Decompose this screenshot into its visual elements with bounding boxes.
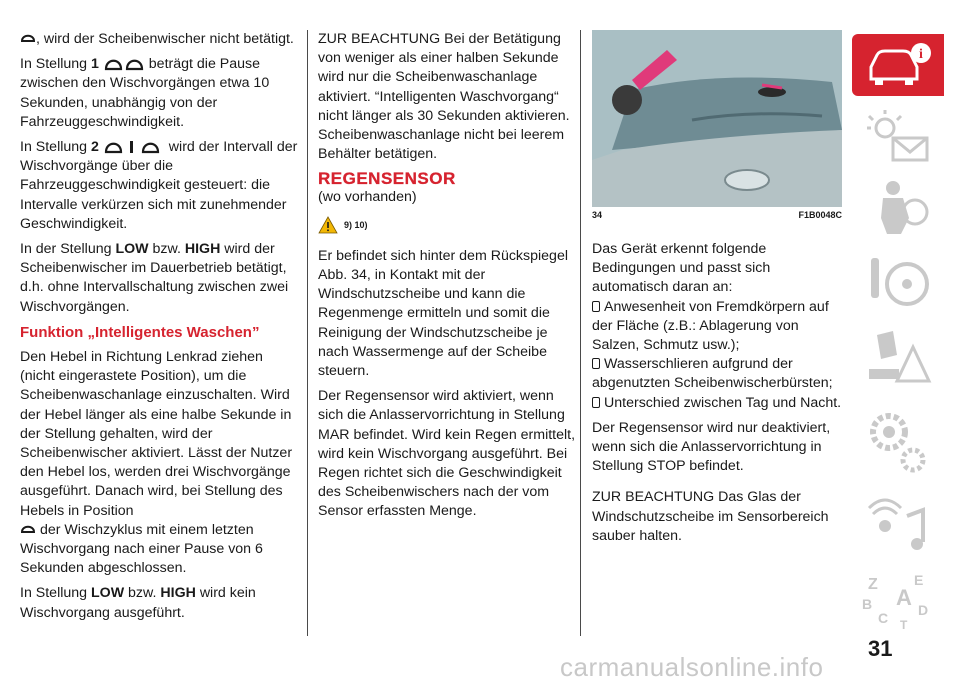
airbag-safety-icon xyxy=(863,178,933,238)
list-item xyxy=(592,394,842,413)
roadside-emergency-icon xyxy=(863,325,933,385)
sidebar-tab-maintenance[interactable] xyxy=(852,400,944,484)
low-label: LOW xyxy=(115,241,149,258)
paragraph-text: In Stellung xyxy=(20,139,88,156)
paragraph xyxy=(20,55,298,132)
list-item-text: Unterschied zwischen Tag und Nacht. xyxy=(604,394,842,411)
paragraph: Das Gerät erkennt folgende Bedingungen und passt sich automatisch daran an: xyxy=(592,241,771,296)
paragraph: Er befindet sich hinter dem Rückspiegel Abb. 34, in Kontakt mit der Windschutzscheibe und kann die Regenmenge ermitteln und somit die Reinigung der Windschutzscheibe je nach Wassermenge auf der Scheibe steuern. xyxy=(318,247,568,380)
warning-triangle-icon xyxy=(318,216,338,234)
svg-text:i: i xyxy=(919,47,923,62)
figure-caption xyxy=(592,210,842,220)
list-item xyxy=(592,298,842,356)
gears-maintenance-icon xyxy=(863,402,933,482)
paragraph xyxy=(20,240,298,317)
paragraph-text: In der Stellung xyxy=(20,241,112,258)
car-info-icon xyxy=(863,41,933,89)
svg-text:Z: Z xyxy=(868,576,878,593)
position-number: 1 xyxy=(91,56,99,73)
bullet-icon xyxy=(592,301,600,312)
figure-code: F1B0048C xyxy=(798,210,842,220)
wiper-speed-symbol-icon xyxy=(103,138,165,156)
svg-text:A: A xyxy=(896,585,912,610)
sidebar-tab-driving[interactable] xyxy=(852,250,944,314)
paragraph xyxy=(20,138,298,234)
sidebar-tab-index[interactable] xyxy=(852,570,944,632)
paragraph xyxy=(20,348,298,578)
paragraph-text: wird der Intervall der Wischvorgänge über die Fahrzeuggeschwindigkeit gesteuert: die Intervalle verkürzen sich mit zunehmender Geschwindigkeit. xyxy=(20,139,298,232)
section-heading: Funktion „Intelligentes Waschen” xyxy=(20,323,260,341)
list-item-text: Anwesenheit von Fremdkörpern auf der Fläche (z.B.: Ablagerung von Salzen, Schmutz usw.); xyxy=(592,298,829,354)
multimedia-icon xyxy=(863,496,933,560)
rain-sensor-photo xyxy=(592,30,842,207)
text-column-3 xyxy=(592,240,842,552)
paragraph xyxy=(20,584,298,622)
warning-references xyxy=(318,216,576,235)
figure-number: 34 xyxy=(592,210,603,220)
note-paragraph: ZUR BEACHTUNG Bei der Betätigung von weniger als einer halben Sekunde wird nur die Scheibenwaschanlage aktiviert. “Intelligenten Waschvorgang“ nicht länger als 30 Sekunden aktivieren. Scheibenwaschanlage nicht bei leerem Behälter betätigen. xyxy=(318,31,570,163)
sidebar-tab-multimedia[interactable] xyxy=(852,494,944,562)
wiper-interval-symbol-icon xyxy=(103,55,145,73)
sidebar-tab-emergency[interactable] xyxy=(852,322,944,388)
note-paragraph: ZUR BEACHTUNG Das Glas der Windschutzscheibe im Sensorbereich sauber halten. xyxy=(592,489,829,544)
warning-lights-icon xyxy=(863,110,933,166)
text-column-1 xyxy=(20,30,298,629)
index-icon xyxy=(858,571,938,631)
car-windshield-image xyxy=(592,30,842,207)
paragraph-text: , wird der Scheibenwischer nicht betätigt. xyxy=(36,31,294,47)
paragraph-text: bzw. xyxy=(152,241,181,258)
paragraph-text: wird der Scheibenwischer im Dauerbetrieb betätigt, d.h. ohne Intervallschaltung zwischen zwei Wischvorgängen. xyxy=(20,241,289,315)
high-label: HIGH xyxy=(184,241,221,258)
wiper-off-symbol-icon xyxy=(20,31,36,47)
svg-text:B: B xyxy=(862,596,873,612)
list-item-text: Wasserschlieren aufgrund der abgenutzten Scheibenwischerbürsten; xyxy=(592,356,833,392)
paragraph-text: In Stellung xyxy=(20,56,88,73)
bullet-icon xyxy=(592,397,600,408)
paragraph-text: In Stellung xyxy=(20,585,88,602)
paragraph-text: Den Hebel in Richtung Lenkrad ziehen (nicht eingerastete Position), um die Scheibenwaschanlage einzuschalten. Wird der Hebel länger als eine halbe Sekunde in der Stellung gehalten, wird der Scheibenwischer aktiviert. Lässt der Nutzer den Hebel los, werden drei Wischvorgänge ausgeführt. Danach wird, bei Stellung des Hebels in Position xyxy=(20,349,293,519)
high-label: HIGH xyxy=(160,585,196,602)
paragraph xyxy=(20,30,298,49)
svg-text:C: C xyxy=(878,610,889,626)
svg-text:E: E xyxy=(914,572,924,588)
list-item xyxy=(592,355,842,393)
sidebar-tab-warning-lights[interactable] xyxy=(852,108,944,168)
watermark-text: carmanualsonline.info xyxy=(560,652,824,682)
section-heading-regensensor: REGENSENSOR xyxy=(318,169,456,189)
text-column-2 xyxy=(318,30,576,528)
page-number: 31 xyxy=(868,636,893,661)
sidebar-tab-safety[interactable] xyxy=(852,176,944,240)
paragraph: Der Regensensor wird aktiviert, wenn sich die Anlasservorrichtung in Stellung MAR befindet. Wird kein Regen ermittelt, wird kein Wischvorgang ausgeführt. Bei Regen richtet sich die Geschwindigkeit des Scheibenwischers nach der vom Sensor erfassten Menge. xyxy=(318,388,576,520)
sidebar-tab-car-info[interactable] xyxy=(852,34,944,96)
position-number: 2 xyxy=(91,139,99,156)
svg-text:D: D xyxy=(918,602,929,618)
low-label: LOW xyxy=(91,585,125,602)
svg-text:T: T xyxy=(900,618,908,631)
availability-note: (wo vorhanden) xyxy=(318,189,417,206)
paragraph-text: der Wischzyklus mit einem letzten Wischvorgang nach einer Pause von 6 Sekunden abgeschlossen. xyxy=(20,521,263,577)
warning-refs-text: 9) 10) xyxy=(344,219,368,230)
wiper-off-symbol-icon xyxy=(20,522,36,538)
paragraph-text: wird kein Wischvorgang ausgeführt. xyxy=(20,585,256,621)
paragraph-text: beträgt die Pause zwischen den Wischvorgängen etwa 10 Sekunden, unabhängig von der Fahrzeuggeschwindigkeit. xyxy=(20,56,270,130)
paragraph: Der Regensensor wird nur deaktiviert, wenn sich die Anlasservorrichtung in Stellung STOP befindet. xyxy=(592,419,831,475)
paragraph-text: bzw. xyxy=(128,585,157,602)
steering-key-icon xyxy=(863,252,933,312)
bullet-icon xyxy=(592,358,600,369)
column-divider xyxy=(580,30,581,636)
column-divider xyxy=(307,30,308,636)
